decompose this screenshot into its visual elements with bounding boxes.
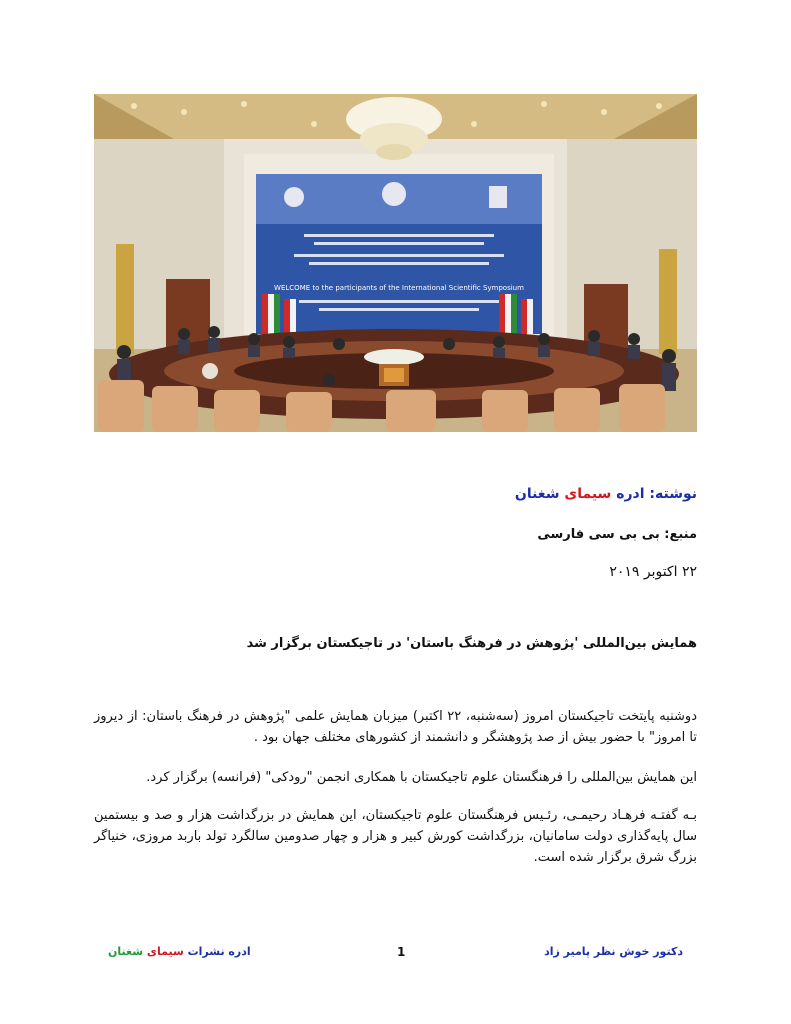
footer-author: دکتور خوش نظر پامیر زاد [544, 945, 683, 958]
paragraph-2: این همایش بین‌المللی را فرهنگستان علوم تاجیکستان با همکاری انجمن "رودکی" (فرانسه) برگزار کرد. [146, 770, 697, 785]
author-suffix: شغنان [514, 486, 565, 502]
paragraph-3: بـه گفتـه فرهـاد رحیمـی، رئـیس فرهنگستان علوم تاجیکستان، این همایش در بزرگداشت هزار و صد و بیستمین سال پایه‌گذاری دولت سامانیان، بزرگداشت کورش کبیر و هزار و چهار صدومین سالگرد تولد باربد مروزی، خنیاگر بزرگ شرق برگزار شده است. [94, 808, 697, 865]
author-highlight: سیمای [564, 486, 612, 502]
banner-text: WELCOME to the participants of the International Scientific Symposium [274, 284, 524, 292]
footer-publisher-prefix: ادره نشرات [183, 945, 251, 958]
page-number: 1 [397, 945, 406, 959]
date-line: ۲۲ اکتوبر ۲۰۱۹ [609, 564, 697, 580]
footer-publisher-red: سیمای [146, 945, 184, 958]
footer-publisher [108, 945, 251, 958]
article-headline: همایش بین‌المللی 'پژوهش در فرهنگ باستان' در تاجیکستان برگزار شد [246, 636, 697, 651]
author-line [515, 486, 697, 502]
author-prefix: نوشته: ادره [611, 486, 697, 502]
conference-photo [94, 94, 697, 432]
footer-publisher-green: شغنان [108, 945, 147, 958]
paragraph-1: دوشنبه پایتخت تاجیکستان امروز (سه‌شنبه، ۲۲ اکتبر) میزبان همایش علمی "پژوهش در فرهنگ باستان: از دیروز تا امروز" با حضور بیش از صد پژوهشگر و دانشمند از کشورهای مختلف جهان بود . [94, 709, 697, 745]
source-line: منبع: بی بی سی فارسی [537, 527, 697, 542]
